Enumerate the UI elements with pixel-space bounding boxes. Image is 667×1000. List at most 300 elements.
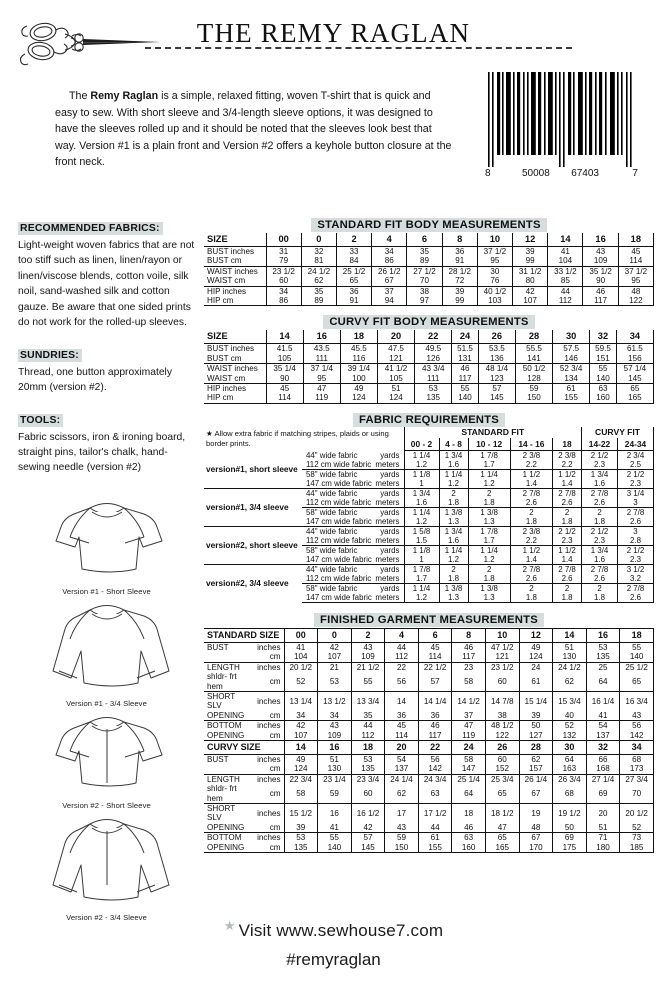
yardage-cell: 1.3 bbox=[439, 593, 468, 603]
row-label: BUST cm bbox=[207, 353, 242, 363]
curvy-fit-body-table bbox=[204, 330, 654, 403]
yardage-cell: 2 7/8 bbox=[582, 488, 618, 498]
measurement-cell: 103 bbox=[477, 296, 512, 306]
measurement-cell: 23 bbox=[452, 662, 486, 672]
figure-v2-short-sleeve bbox=[14, 712, 199, 810]
row-label: SHORT SLV bbox=[204, 803, 248, 822]
measurement-cell: 18 bbox=[452, 803, 486, 822]
measurement-cell: 67 bbox=[372, 276, 407, 286]
fabric-row bbox=[204, 488, 654, 498]
measurement-cell: 70 bbox=[620, 784, 654, 803]
measurement-cell: 56 bbox=[418, 754, 452, 764]
measurement-cell: 46 bbox=[583, 286, 618, 296]
measurement-cell: 146 bbox=[553, 354, 590, 364]
barcode-left-digit: 8 bbox=[485, 168, 491, 179]
measurement-cell: 175 bbox=[553, 843, 587, 853]
measurement-cell: 145 bbox=[351, 843, 385, 853]
yardage-cell: 1 bbox=[404, 555, 439, 565]
measurement-cell: 42 bbox=[513, 286, 548, 296]
yardage-cell: 3 1/2 bbox=[617, 564, 653, 574]
size-header-cell: 4 bbox=[372, 233, 407, 247]
measurement-cell: 117 bbox=[452, 652, 486, 662]
measurement-cell: 137 bbox=[586, 731, 620, 741]
barcode-right-digit: 7 bbox=[632, 168, 638, 179]
yardage-cell: 1.2 bbox=[468, 479, 510, 489]
fabric-width-label: 58" wide fabric bbox=[302, 469, 374, 479]
row-unit-label: cm bbox=[269, 676, 281, 686]
yardage-cell: 1.8 bbox=[439, 498, 468, 508]
size-header-cell: 10 - 12 bbox=[468, 438, 510, 451]
measurement-cell: 46 bbox=[452, 364, 478, 374]
row-unit-label: cm bbox=[269, 822, 281, 832]
yardage-cell: 1 3/4 bbox=[439, 526, 468, 536]
measurement-cell: 53.5 bbox=[478, 344, 515, 354]
measurement-cell: 35 bbox=[351, 711, 385, 721]
measurement-cell: 135 bbox=[586, 652, 620, 662]
row-unit-label: cm bbox=[269, 710, 281, 720]
size-header-cell: 18 bbox=[340, 330, 377, 344]
measurement-cell: 112 bbox=[385, 652, 419, 662]
yardage-cell: 1 1/4 bbox=[404, 450, 439, 460]
table-row bbox=[204, 764, 654, 774]
size-header-cell: 4 bbox=[385, 628, 419, 642]
measurement-cell: 14 1/4 bbox=[418, 691, 452, 710]
measurement-cell: 99 bbox=[442, 296, 477, 306]
measurement-cell: 52 bbox=[553, 721, 587, 731]
measurement-cell: 42 bbox=[351, 823, 385, 833]
table-row bbox=[204, 691, 654, 710]
measurement-cell: 25 1/2 bbox=[620, 662, 654, 672]
measurement-cell: 116 bbox=[340, 354, 377, 364]
measurement-cell: 42 bbox=[318, 642, 352, 652]
table-row bbox=[204, 721, 654, 731]
measurement-cell: 180 bbox=[586, 843, 620, 853]
measurement-cell: 34 bbox=[318, 711, 352, 721]
size-header-cell: 00 - 2 bbox=[404, 438, 439, 451]
measurement-cell: 99 bbox=[513, 256, 548, 266]
size-header-cell: 2 bbox=[351, 628, 385, 642]
size-header-cell: 24-34 bbox=[617, 438, 653, 451]
measurement-cell: 112 bbox=[548, 296, 583, 306]
measurement-cell: 51 bbox=[586, 823, 620, 833]
section-tools bbox=[18, 410, 196, 476]
website-url[interactable]: Visit www.sewhouse7.com bbox=[238, 921, 444, 940]
measurement-cell: 60 bbox=[351, 784, 385, 803]
table-row bbox=[204, 266, 654, 276]
measurement-cell: 135 bbox=[351, 764, 385, 774]
measurement-cell: 65 bbox=[485, 833, 519, 843]
measurement-cell: 48 bbox=[519, 823, 553, 833]
measurement-cell: 43 bbox=[351, 642, 385, 652]
size-label: SIZE bbox=[204, 233, 266, 247]
measurement-cell: 38 bbox=[407, 286, 442, 296]
fabric-width-label: 147 cm wide fabric bbox=[306, 478, 372, 488]
barcode-bars bbox=[484, 72, 639, 167]
fabric-width-label: 58" wide fabric bbox=[302, 545, 374, 555]
measurement-cell: 33 bbox=[336, 247, 371, 257]
measurement-cell: 105 bbox=[266, 354, 303, 364]
measurement-cell: 124 bbox=[340, 393, 377, 403]
yardage-cell: 2 1/2 bbox=[617, 545, 653, 555]
yardage-cell: 1.2 bbox=[404, 593, 439, 603]
section-heading: TOOLS: bbox=[18, 414, 63, 427]
yardage-cell: 2 bbox=[468, 564, 510, 574]
measurement-cell: 44 bbox=[548, 286, 583, 296]
measurement-cell: 57 bbox=[478, 384, 515, 394]
fit-group-row bbox=[204, 427, 654, 438]
fabric-width-label: 147 cm wide fabric bbox=[306, 516, 372, 526]
size-header-cell: 22 bbox=[418, 740, 452, 754]
measurement-cell: 47 bbox=[452, 721, 486, 731]
measurement-cell: 15 1/2 bbox=[284, 803, 318, 822]
measurement-cell: 53 bbox=[415, 384, 452, 394]
yardage-cell: 1.5 bbox=[404, 536, 439, 546]
measurement-cell: 71 bbox=[586, 833, 620, 843]
size-header-cell: 8 bbox=[442, 233, 477, 247]
table-row bbox=[204, 711, 654, 721]
yardage-cell: 2 3/4 bbox=[617, 450, 653, 460]
measurement-cell: 22 3/4 bbox=[284, 774, 318, 784]
measurement-cell: 44 bbox=[418, 823, 452, 833]
curvy-body-title-wrap bbox=[204, 315, 654, 329]
size-header-cell: 16 bbox=[583, 233, 618, 247]
measurement-cell: 45 bbox=[418, 642, 452, 652]
measurement-cell: 141 bbox=[515, 354, 552, 364]
table-row bbox=[204, 247, 654, 257]
measurement-cell: 89 bbox=[407, 256, 442, 266]
garment-line-drawings bbox=[14, 498, 199, 926]
measurement-cell: 150 bbox=[385, 843, 419, 853]
yardage-cell: 2 bbox=[582, 583, 618, 593]
measurement-cell: 67 bbox=[519, 784, 553, 803]
measurement-cell: 17 bbox=[385, 803, 419, 822]
measurement-cell: 59 bbox=[515, 384, 552, 394]
measurement-cell: 145 bbox=[616, 374, 653, 384]
row-label: WAIST inches bbox=[204, 266, 266, 276]
table-row bbox=[204, 833, 654, 843]
measurement-cell: 62 bbox=[553, 672, 587, 691]
measurement-cell: 140 bbox=[620, 652, 654, 662]
measurement-cell: 95 bbox=[303, 374, 340, 384]
row-label: BUST inches bbox=[204, 344, 266, 354]
measurement-cell: 43 bbox=[620, 711, 654, 721]
yardage-cell: 1 3/4 bbox=[404, 488, 439, 498]
measurement-cell: 39 1/4 bbox=[340, 364, 377, 374]
standard-fit-body-tbody bbox=[204, 233, 654, 306]
row-label: HIP inches bbox=[204, 384, 266, 394]
yardage-cell: 1 5/8 bbox=[404, 526, 439, 536]
measurement-cell: 59.5 bbox=[590, 344, 616, 354]
size-header-cell: 16 bbox=[586, 628, 620, 642]
table-row bbox=[204, 803, 654, 822]
yardage-cell: 1.7 bbox=[404, 574, 439, 584]
fabric-requirements-title: FABRIC REQUIREMENTS bbox=[353, 413, 505, 427]
measurement-cell: 50 1/2 bbox=[515, 364, 552, 374]
size-header-cell: 18 bbox=[620, 628, 654, 642]
measurement-cell: 132 bbox=[553, 731, 587, 741]
yardage-cell: 1 3/4 bbox=[582, 469, 618, 479]
unit-label: yards bbox=[374, 526, 404, 536]
measurement-cell: 37 1/2 bbox=[618, 266, 653, 276]
fabric-width-label: 44" wide fabric bbox=[302, 488, 374, 498]
measurement-cell: 65 bbox=[620, 672, 654, 691]
table-row bbox=[204, 823, 654, 833]
yardage-cell: 1.3 bbox=[468, 517, 510, 527]
measurement-cell: 34 bbox=[372, 247, 407, 257]
fabric-width-label: 44" wide fabric bbox=[302, 526, 374, 536]
measurement-cell: 51 bbox=[318, 754, 352, 764]
size-header-cell: 26 bbox=[485, 740, 519, 754]
size-header-cell: 8 bbox=[452, 628, 486, 642]
measurement-cell: 114 bbox=[418, 652, 452, 662]
size-header-cell: 26 bbox=[478, 330, 515, 344]
measurement-cell: 95 bbox=[477, 256, 512, 266]
measurement-cell: 31 1/2 bbox=[513, 266, 548, 276]
yardage-cell: 1 bbox=[404, 479, 439, 489]
measurement-cell: 57.5 bbox=[553, 344, 590, 354]
row-label: SHORT SLV bbox=[204, 691, 248, 710]
measurement-cell: 58 bbox=[284, 784, 318, 803]
measurement-cell: 38 bbox=[485, 711, 519, 721]
measurement-cell: 41 1/2 bbox=[377, 364, 414, 374]
measurement-cell: 43 3/4 bbox=[415, 364, 452, 374]
yardage-cell: 2 7/8 bbox=[510, 488, 552, 498]
fabric-width-label: 112 cm wide fabric bbox=[306, 497, 372, 507]
standard-body-title-wrap bbox=[204, 218, 654, 232]
measurement-cell: 25 1/4 bbox=[452, 774, 486, 784]
measurement-cell: 147 bbox=[452, 764, 486, 774]
yardage-cell: 2.6 bbox=[510, 574, 552, 584]
size-header-cell: 14 bbox=[553, 628, 587, 642]
measurement-cell: 114 bbox=[618, 256, 653, 266]
measurement-cell: 24 1/4 bbox=[385, 774, 419, 784]
figure-v2-three-quarter-sleeve bbox=[14, 814, 199, 922]
measurement-cell: 60 bbox=[266, 276, 301, 286]
curvy-fit-group-label: CURVY FIT bbox=[582, 427, 654, 438]
yardage-cell: 1 1/2 bbox=[553, 469, 582, 479]
yardage-cell: 1 1/8 bbox=[404, 545, 439, 555]
tshirt-short-sleeve-plain-icon bbox=[32, 498, 182, 586]
yardage-cell: 2.6 bbox=[617, 517, 653, 527]
unit-label: yards bbox=[374, 507, 404, 517]
hashtag: #remyraglan bbox=[286, 950, 381, 969]
table-row bbox=[204, 662, 654, 672]
yardage-cell: 1.4 bbox=[553, 555, 582, 565]
measurement-cell: 34 bbox=[266, 286, 301, 296]
measurement-cell: 41 bbox=[318, 823, 352, 833]
unit-label: meters bbox=[375, 554, 400, 564]
yardage-cell: 2.6 bbox=[582, 498, 618, 508]
table-row bbox=[204, 642, 654, 652]
measurement-cell: 104 bbox=[284, 652, 318, 662]
measurement-cell: 47.5 bbox=[377, 344, 414, 354]
measurement-cell: 160 bbox=[452, 843, 486, 853]
barcode-group-1: 50008 bbox=[521, 168, 550, 179]
measurement-cell: 94 bbox=[372, 296, 407, 306]
yardage-cell: 2 1/2 bbox=[553, 526, 582, 536]
measurement-cell: 124 bbox=[519, 652, 553, 662]
measurement-cell: 140 bbox=[452, 393, 478, 403]
yardage-cell: 1 3/8 bbox=[439, 507, 468, 517]
measurement-cell: 60 bbox=[485, 672, 519, 691]
yardage-cell: 2.6 bbox=[510, 498, 552, 508]
measurement-cell: 35 bbox=[407, 247, 442, 257]
measurement-cell: 53 bbox=[351, 754, 385, 764]
measurement-cell: 152 bbox=[485, 764, 519, 774]
measurement-cell: 47 bbox=[485, 823, 519, 833]
row-unit-label: cm bbox=[269, 788, 281, 798]
measurement-cell: 114 bbox=[266, 393, 303, 403]
measurement-cell: 119 bbox=[303, 393, 340, 403]
table-row bbox=[204, 344, 654, 354]
yardage-cell: 2.3 bbox=[582, 460, 618, 470]
yardage-cell: 2.6 bbox=[553, 498, 582, 508]
measurement-cell: 124 bbox=[377, 393, 414, 403]
measurement-cell: 25 1/2 bbox=[336, 266, 371, 276]
yardage-cell: 1 1/2 bbox=[510, 545, 552, 555]
measurement-cell: 122 bbox=[485, 731, 519, 741]
measurement-cell: 20 bbox=[586, 803, 620, 822]
size-header-cell: 14-22 bbox=[582, 438, 618, 451]
measurement-cell: 105 bbox=[377, 374, 414, 384]
measurement-cell: 112 bbox=[351, 731, 385, 741]
measurement-cell: 117 bbox=[583, 296, 618, 306]
size-header-cell: 24 bbox=[452, 740, 486, 754]
size-header-cell: 32 bbox=[590, 330, 616, 344]
measurement-cell: 16 1/2 bbox=[351, 803, 385, 822]
table-row bbox=[204, 784, 654, 803]
measurement-cell: 41 bbox=[586, 711, 620, 721]
yardage-cell: 1.7 bbox=[468, 536, 510, 546]
row-label: LENGTH bbox=[204, 662, 248, 672]
yardage-cell: 3 bbox=[617, 526, 653, 536]
fabric-row bbox=[204, 526, 654, 536]
size-header-cell: 20 bbox=[377, 330, 414, 344]
row-label: OPENING bbox=[207, 710, 245, 720]
fabric-requirements-table bbox=[204, 427, 654, 603]
yardage-cell: 2 bbox=[468, 488, 510, 498]
curvy-body-title: CURVY FIT BODY MEASUREMENTS bbox=[323, 315, 534, 329]
figure-caption: Version #1 - Short Sleeve bbox=[62, 587, 151, 596]
yardage-cell: 2 3/8 bbox=[510, 450, 552, 460]
measurement-cell: 97 bbox=[407, 296, 442, 306]
measurement-cell: 55 bbox=[452, 384, 478, 394]
measurement-cell: 165 bbox=[616, 393, 653, 403]
yardage-cell: 1 3/4 bbox=[582, 545, 618, 555]
yardage-cell: 2.2 bbox=[510, 460, 552, 470]
yardage-cell: 2 bbox=[553, 507, 582, 517]
fabric-width-label: 147 cm wide fabric bbox=[306, 554, 372, 564]
measurement-cell: 53 bbox=[284, 833, 318, 843]
measurement-cell: 31 bbox=[266, 247, 301, 257]
measurement-cell: 121 bbox=[485, 652, 519, 662]
measurement-cell: 61 bbox=[418, 833, 452, 843]
measurement-cell: 60 bbox=[485, 754, 519, 764]
yardage-cell: 1 7/8 bbox=[468, 526, 510, 536]
measurement-cell: 109 bbox=[583, 256, 618, 266]
measurement-cell: 18 1/2 bbox=[485, 803, 519, 822]
measurement-cell: 47 bbox=[303, 384, 340, 394]
page-title: THE REMY RAGLAN bbox=[196, 18, 471, 48]
table-header-row bbox=[204, 330, 654, 344]
yardage-cell: 1 7/8 bbox=[404, 564, 439, 574]
finished-garment-title-wrap bbox=[204, 613, 654, 627]
yardage-cell: 2 1/2 bbox=[617, 469, 653, 479]
measurement-cell: 65 bbox=[336, 276, 371, 286]
size-label: SIZE bbox=[204, 330, 266, 344]
measurement-cell: 53 bbox=[586, 642, 620, 652]
measurement-cell: 52 bbox=[620, 823, 654, 833]
measurement-cell: 40 bbox=[553, 711, 587, 721]
measurement-cell: 49 bbox=[519, 642, 553, 652]
measurement-cell: 19 bbox=[519, 803, 553, 822]
measurement-cell: 123 bbox=[478, 374, 515, 384]
measurement-cell: 131 bbox=[452, 354, 478, 364]
size-header-cell: 32 bbox=[586, 740, 620, 754]
measurement-cell: 107 bbox=[513, 296, 548, 306]
intro-text: The Remy Raglan is a simple, relaxed fitting, woven T-shirt that is quick and easy to sew. With short sleeve and 3/4-length sleeve options, it was designed to have the sleeves rolled up and it should be noted that the sleeves look best that way. Version #1 is a plain front and Version #2 offers a keyhole button closure at the front neck. bbox=[55, 90, 452, 169]
unit-label: meters bbox=[375, 535, 400, 545]
yardage-cell: 2.3 bbox=[553, 536, 582, 546]
measurement-cell: 142 bbox=[418, 764, 452, 774]
section-body: Thread, one button approximately 20mm (version #2). bbox=[18, 366, 172, 394]
measurement-cell: 52 bbox=[284, 672, 318, 691]
row-label: OPENING bbox=[204, 843, 248, 853]
measurement-cell: 45 bbox=[618, 247, 653, 257]
measurement-cell: 122 bbox=[618, 296, 653, 306]
version-label: version#2, 3/4 sleeve bbox=[204, 564, 302, 602]
intro-paragraph bbox=[55, 88, 455, 171]
measurement-cell: 16 3/4 bbox=[620, 691, 654, 710]
row-unit-label: cm bbox=[269, 652, 281, 662]
measurement-cell: 21 1/2 bbox=[351, 662, 385, 672]
measurement-cell: 128 bbox=[515, 374, 552, 384]
standard-fit-body-table bbox=[204, 233, 654, 306]
measurement-cell: 19 1/2 bbox=[553, 803, 587, 822]
measurement-cell: 65 bbox=[485, 784, 519, 803]
measurement-cell: 21 bbox=[318, 662, 352, 672]
yardage-cell: 2 7/8 bbox=[582, 564, 618, 574]
measurement-cell: 46 bbox=[452, 823, 486, 833]
yardage-cell: 1.3 bbox=[468, 593, 510, 603]
measurement-cell: 14 bbox=[385, 691, 419, 710]
measurement-cell: 48 1/4 bbox=[478, 364, 515, 374]
section-sundries bbox=[18, 345, 196, 396]
measurement-cell: 25 bbox=[586, 662, 620, 672]
row-unit-label: inches bbox=[248, 662, 284, 672]
size-header-cell: 18 bbox=[553, 438, 582, 451]
yardage-cell: 1.6 bbox=[582, 479, 618, 489]
measurement-cell: 16 1/4 bbox=[586, 691, 620, 710]
yardage-cell: 1 1/2 bbox=[553, 545, 582, 555]
measurement-cell: 61.5 bbox=[616, 344, 653, 354]
yardage-cell: 2.2 bbox=[553, 460, 582, 470]
yardage-cell: 2.3 bbox=[582, 536, 618, 546]
measurement-cell: 65 bbox=[616, 384, 653, 394]
header bbox=[0, 0, 667, 200]
size-header-cell: 16 bbox=[318, 740, 352, 754]
measurement-cell: 51.5 bbox=[452, 344, 478, 354]
measurement-cell: 90 bbox=[266, 374, 303, 384]
measurement-cell: 45 bbox=[266, 384, 303, 394]
measurement-cell: 25 3/4 bbox=[485, 774, 519, 784]
measurement-cell: 44 bbox=[351, 721, 385, 731]
measurement-cell: 86 bbox=[372, 256, 407, 266]
tshirt-34-sleeve-plain-icon bbox=[32, 600, 182, 698]
fabric-note: ★ Allow extra fabric if matching stripes, plaids or using border prints. bbox=[206, 429, 389, 448]
size-header-cell: 4 - 8 bbox=[439, 438, 468, 451]
row-label: LENGTH bbox=[204, 774, 248, 784]
